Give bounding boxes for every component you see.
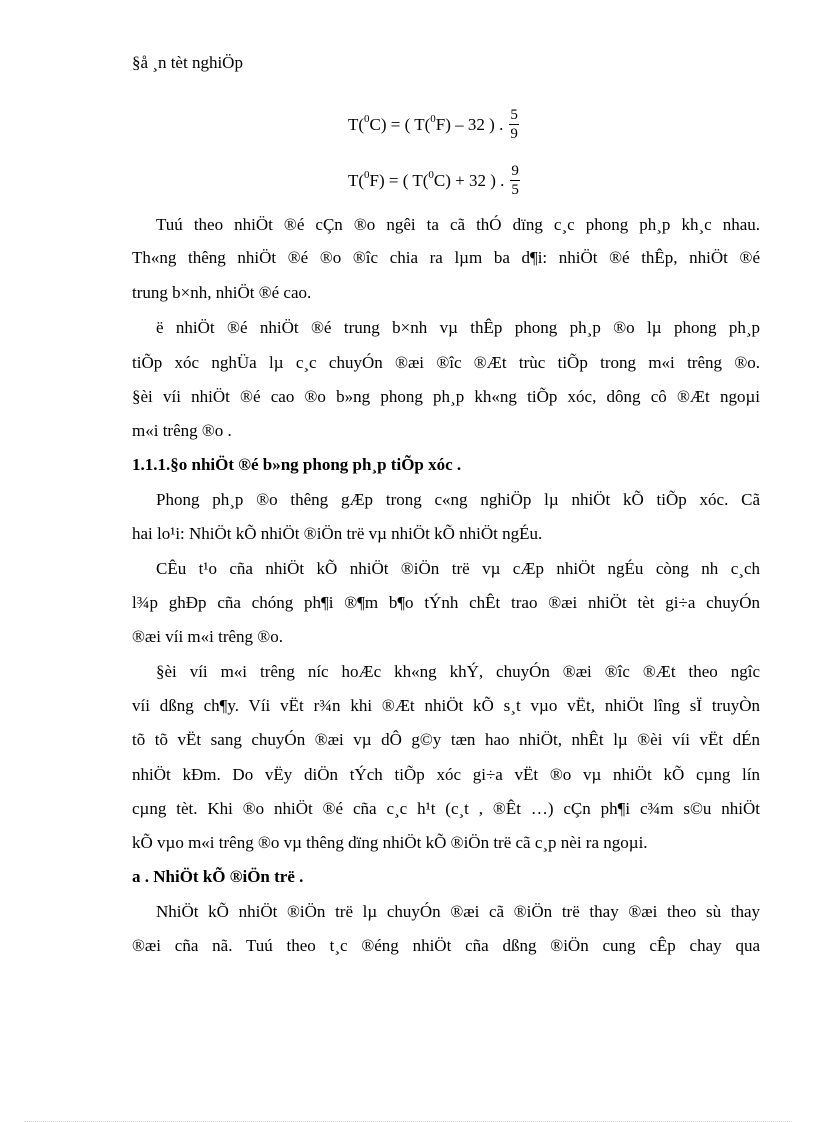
paragraph-line: NhiÖt kÕ nhiÖt ®iÖn trë lµ chuyÓn ®æi cã ®iÖn trë thay ®æi theo sù thay [156, 902, 760, 921]
paragraph-line: Tuú theo nhiÖt ®é cÇn ®o ngêi ta cã thÓ dïng c¸c phong ph¸p kh¸c nhau. [156, 215, 760, 234]
paragraph-line: l¾p ghÐp cña chóng ph¶i ®¶m b¶o tÝnh chÊt trao ®æi nhiÖt tèt gi÷a chuyÓn [132, 593, 760, 612]
page-bottom-rule [24, 1121, 792, 1122]
formula-fahrenheit-rest: C) + 32 ) . [433, 170, 505, 190]
formula-celsius-sup2: 0 [430, 112, 436, 125]
paragraph-line: tõ tõ vËt sang chuyÓn ®æi vµ dÔ g©y tæn hao nhiÖt, nhÊt lµ ®èi víi vËt dÉn [132, 730, 760, 749]
section-title: §å ¸n tèt nghiÖp [132, 53, 243, 72]
formula-fahrenheit-fraction [510, 162, 520, 199]
paragraph-line: trung b×nh, nhiÖt ®é cao. [132, 283, 312, 302]
paragraph-line: §èi víi m«i trêng níc hoÆc kh«ng khÝ, chuyÓn ®æi ®îc ®Æt theo ngîc [156, 662, 760, 681]
paragraph-line: CÊu t¹o cña nhiÖt kÕ nhiÖt ®iÖn trë vµ cÆp nhiÖt ngÉu còng nh c¸ch [156, 559, 760, 578]
paragraph-line: kÕ vµo m«i trêng ®o vµ thêng dïng nhiÖt kÕ ®iÖn trë cã c¸p nèi ra ngoµi. [132, 833, 648, 852]
paragraph-line: m«i trêng ®o . [132, 421, 232, 440]
paragraph-line: nhiÖt kÐm. Do vËy diÖn tÝch tiÕp xóc gi÷a vËt ®o vµ nhiÖt kÕ cµng lín [132, 765, 760, 784]
formula-fahrenheit-mid: F) = ( T( [369, 170, 429, 190]
subsection-heading: a . NhiÖt kÕ ®iÖn trë . [132, 867, 304, 886]
paragraph-line: ë nhiÖt ®é nhiÖt ®é trung b×nh vµ thÊp phong ph¸p ®o lµ phong ph¸p [156, 318, 760, 337]
fraction-denominator: 9 [510, 126, 518, 142]
formula-celsius-fraction [509, 106, 519, 143]
paragraph-line: hai lo¹i: NhiÖt kÕ nhiÖt ®iÖn trë vµ nhiÖt kÕ nhiÖt ngÉu. [132, 524, 543, 543]
paragraph-line: cµng tèt. Khi ®o nhiÖt ®é cña c¸c h¹t (c¸t , ®Êt …) cÇn ph¶i c¾m s©u nhiÖt [132, 799, 760, 818]
paragraph-line: Phong ph¸p ®o thêng gÆp trong c«ng nghiÖp lµ nhiÖt kÕ tiÕp xóc. Cã [156, 490, 760, 509]
paragraph-line: Th«ng thêng nhiÖt ®é ®o ®îc chia ra lµm ba d¶i: nhiÖt ®é thÊp, nhiÖt ®é [132, 248, 760, 267]
section-heading: 1.1.1.§o nhiÖt ®é b»ng phong ph¸p tiÕp xóc . [132, 455, 462, 474]
formula-fahrenheit-sup2: 0 [428, 168, 434, 181]
formula-fahrenheit-lhs: T( [348, 170, 365, 190]
formula-celsius-rest: F) – 32 ) . [435, 114, 504, 134]
paragraph-line: tiÕp xóc nghÜa lµ c¸c chuyÓn ®æi ®îc ®Æt trùc tiÕp trong m«i trêng ®o. [132, 353, 760, 372]
formula-fahrenheit-sup1: 0 [364, 168, 370, 181]
formula-celsius-sup1: 0 [364, 112, 370, 125]
paragraph-line: víi dßng ch¶y. Víi vËt r¾n khi ®Æt nhiÖt kÕ s¸t vµo vËt, nhiÖt lîng sÏ truyÒn [132, 696, 760, 715]
paragraph-line: §èi víi nhiÖt ®é cao ®o b»ng phong ph¸p kh«ng tiÕp xóc, dông cô ®Æt ngoµi [132, 387, 760, 406]
fraction-numerator: 5 [510, 107, 518, 123]
formula-celsius-lhs: T( [348, 114, 365, 134]
formula-celsius [348, 106, 519, 143]
formula-fahrenheit [348, 162, 520, 199]
fraction-denominator: 5 [511, 182, 519, 198]
paragraph-line: ®æi cña nã. Tuú theo t¸c ®éng nhiÖt cña dßng ®iÖn cung cÊp chay qua [132, 936, 760, 955]
fraction-numerator: 9 [511, 163, 519, 179]
formula-celsius-mid: C) = ( T( [369, 114, 431, 134]
paragraph-line: ®æi víi m«i trêng ®o. [132, 627, 283, 646]
